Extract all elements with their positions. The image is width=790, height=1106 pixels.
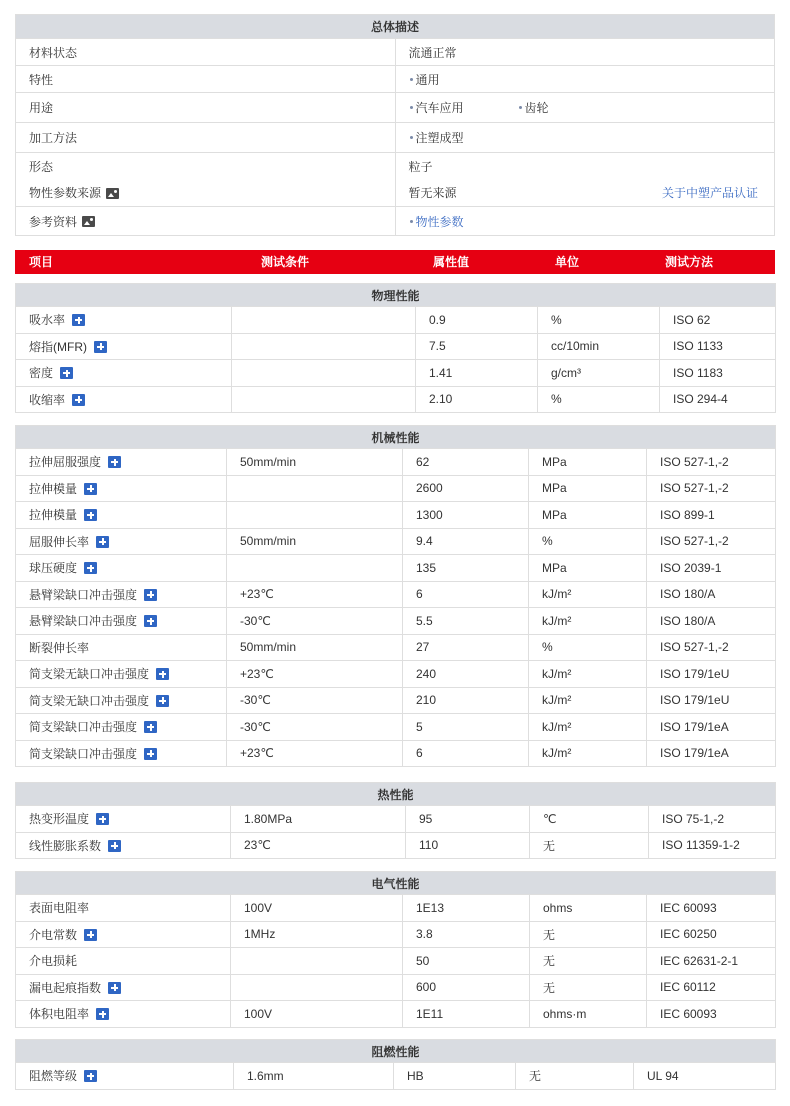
- table-row: [16, 581, 776, 608]
- property-name: 热变形温度: [29, 812, 90, 827]
- property-unit: %: [529, 528, 647, 555]
- property-value: 135: [403, 555, 529, 582]
- property-name: 悬臂梁缺口冲击强度: [29, 614, 138, 629]
- test-method: ISO 527-1,-2: [647, 528, 776, 555]
- property-name-cell: [16, 714, 227, 741]
- test-condition: [231, 948, 403, 975]
- table-row: [16, 528, 776, 555]
- property-value: 95: [406, 806, 530, 833]
- test-condition: +23℃: [227, 581, 403, 608]
- bullet-icon: [410, 136, 413, 139]
- physical-properties-table: [15, 283, 776, 413]
- test-condition: [227, 555, 403, 582]
- test-method: ISO 179/1eA: [647, 714, 776, 741]
- property-name-cell: [16, 333, 232, 360]
- property-unit: 无: [516, 1063, 634, 1090]
- property-name-cell: [16, 608, 227, 635]
- property-unit: kJ/m²: [529, 740, 647, 767]
- table-row: [16, 386, 776, 413]
- test-condition: [232, 360, 416, 387]
- bullet-icon: [519, 106, 522, 109]
- table-row: [16, 555, 776, 582]
- property-name-cell: [16, 1063, 234, 1090]
- test-method: IEC 60093: [647, 1001, 776, 1028]
- test-method: ISO 1133: [660, 333, 776, 360]
- test-condition: -30℃: [227, 714, 403, 741]
- property-unit: kJ/m²: [529, 714, 647, 741]
- table-row: [16, 806, 776, 833]
- property-name: 简支梁缺口冲击强度: [29, 746, 138, 761]
- source-label: 物性参数来源: [29, 186, 102, 201]
- bullet-icon: [410, 106, 413, 109]
- property-name-cell: [16, 360, 232, 387]
- table-row: [16, 333, 776, 360]
- test-condition: 50mm/min: [227, 528, 403, 555]
- property-value: 6: [403, 740, 529, 767]
- expand-plus-icon[interactable]: [84, 1070, 97, 1082]
- property-unit: %: [538, 307, 660, 334]
- property-unit: MPa: [529, 502, 647, 529]
- test-method: ISO 62: [660, 307, 776, 334]
- section-title: 物理性能: [16, 284, 776, 307]
- expand-plus-icon[interactable]: [108, 982, 121, 994]
- table-row: [16, 449, 776, 476]
- property-unit: kJ/m²: [529, 608, 647, 635]
- property-name-cell: [16, 502, 227, 529]
- property-value: 600: [403, 974, 530, 1001]
- property-name: 阻燃等级: [29, 1069, 78, 1084]
- property-value: 50: [403, 948, 530, 975]
- property-name-cell: [16, 806, 231, 833]
- certification-link[interactable]: 关于中塑产品认证: [661, 186, 758, 201]
- source-value: 暂无来源: [408, 186, 457, 201]
- property-name: 拉伸屈服强度: [29, 455, 102, 470]
- table-row: [16, 1063, 776, 1090]
- test-method: ISO 527-1,-2: [647, 475, 776, 502]
- uses-label: 用途: [16, 93, 396, 123]
- property-value: 62: [403, 449, 529, 476]
- property-name: 漏电起痕指数: [29, 980, 102, 995]
- expand-plus-icon[interactable]: [108, 456, 121, 468]
- property-value: 9.4: [403, 528, 529, 555]
- reference-value: [395, 207, 775, 236]
- test-condition: 50mm/min: [227, 449, 403, 476]
- processing-tag: 注塑成型: [409, 129, 464, 146]
- col-unit: 单位: [555, 255, 580, 269]
- property-name: 屈服伸长率: [29, 534, 90, 549]
- property-name-cell: [16, 555, 227, 582]
- col-value: 属性值: [433, 255, 470, 269]
- property-name: 收缩率: [29, 392, 66, 407]
- material-status-label: 材料状态: [16, 39, 396, 66]
- expand-plus-icon[interactable]: [108, 840, 121, 852]
- property-name-cell: [16, 740, 227, 767]
- use-tag: 齿轮: [518, 99, 549, 116]
- property-name-cell: [16, 475, 227, 502]
- test-condition: 50mm/min: [227, 634, 403, 661]
- table-row: [16, 687, 776, 714]
- uses-value: [395, 93, 775, 123]
- property-value: 1E11: [403, 1001, 530, 1028]
- property-value: 1300: [403, 502, 529, 529]
- property-name: 密度: [29, 366, 54, 381]
- test-condition: [232, 333, 416, 360]
- expand-plus-icon[interactable]: [84, 929, 97, 941]
- table-row: [16, 608, 776, 635]
- test-condition: [232, 307, 416, 334]
- table-row: [16, 1001, 776, 1028]
- property-unit: 无: [530, 921, 647, 948]
- test-condition: -30℃: [227, 687, 403, 714]
- property-value: 5: [403, 714, 529, 741]
- test-method: UL 94: [634, 1063, 776, 1090]
- test-method: ISO 179/1eA: [647, 740, 776, 767]
- property-name-cell: [16, 687, 227, 714]
- table-row: [16, 661, 776, 688]
- property-unit: g/cm³: [538, 360, 660, 387]
- form-value: 粒子: [395, 153, 775, 180]
- test-method: ISO 899-1: [647, 502, 776, 529]
- test-condition: [227, 475, 403, 502]
- test-condition: 1MHz: [231, 921, 403, 948]
- property-value: HB: [394, 1063, 516, 1090]
- property-unit: cc/10min: [538, 333, 660, 360]
- test-method: ISO 294-4: [660, 386, 776, 413]
- electrical-properties-table: [15, 871, 776, 1028]
- expand-plus-icon[interactable]: [144, 589, 157, 601]
- property-name: 简支梁无缺口冲击强度: [29, 667, 150, 682]
- property-name: 拉伸模量: [29, 508, 78, 523]
- property-name: 表面电阻率: [29, 901, 90, 916]
- property-unit: kJ/m²: [529, 581, 647, 608]
- table-row: [16, 832, 776, 859]
- test-condition: -30℃: [227, 608, 403, 635]
- property-name: 熔指(MFR): [29, 339, 87, 354]
- expand-plus-icon[interactable]: [156, 695, 169, 707]
- property-name-cell: [16, 581, 227, 608]
- test-condition: [227, 502, 403, 529]
- test-method: ISO 180/A: [647, 608, 776, 635]
- test-condition: 23℃: [231, 832, 406, 859]
- table-row: [16, 974, 776, 1001]
- col-condition: 测试条件: [261, 255, 310, 269]
- property-unit: kJ/m²: [529, 661, 647, 688]
- property-unit: 无: [530, 948, 647, 975]
- expand-plus-icon[interactable]: [84, 483, 97, 495]
- test-method: ISO 179/1eU: [647, 661, 776, 688]
- overview-table: [15, 14, 775, 236]
- use-tag: 汽车应用: [409, 99, 464, 116]
- property-name-cell: [16, 528, 227, 555]
- image-icon[interactable]: [82, 216, 95, 227]
- source-label-cell: [16, 180, 396, 207]
- section-title: 电气性能: [16, 872, 776, 895]
- property-unit: MPa: [529, 449, 647, 476]
- table-row: [16, 921, 776, 948]
- property-name: 介电损耗: [29, 954, 78, 969]
- table-row: [16, 714, 776, 741]
- section-title: 阻燃性能: [16, 1040, 776, 1063]
- feature-tag: 通用: [409, 71, 440, 88]
- table-row: [16, 634, 776, 661]
- table-row: [16, 307, 776, 334]
- features-value: [395, 66, 775, 93]
- test-condition: 100V: [231, 1001, 403, 1028]
- property-unit: MPa: [529, 555, 647, 582]
- processing-label: 加工方法: [16, 123, 396, 153]
- property-name: 断裂伸长率: [29, 640, 90, 655]
- table-row: [16, 948, 776, 975]
- expand-plus-icon[interactable]: [60, 367, 73, 379]
- expand-plus-icon[interactable]: [84, 562, 97, 574]
- material-status-value: 流通正常: [395, 39, 775, 66]
- property-value: 110: [406, 832, 530, 859]
- table-row: [16, 360, 776, 387]
- property-unit: ℃: [530, 806, 649, 833]
- property-value: 240: [403, 661, 529, 688]
- test-condition: 1.6mm: [234, 1063, 394, 1090]
- col-method: 测试方法: [665, 255, 714, 269]
- property-value: 7.5: [416, 333, 538, 360]
- property-value: 5.5: [403, 608, 529, 635]
- section-title: 机械性能: [16, 426, 776, 449]
- expand-plus-icon[interactable]: [144, 748, 157, 760]
- bullet-icon: [410, 78, 413, 81]
- table-row: [16, 502, 776, 529]
- test-method: IEC 62631-2-1: [647, 948, 776, 975]
- expand-plus-icon[interactable]: [96, 536, 109, 548]
- property-name-cell: [16, 634, 227, 661]
- test-method: ISO 179/1eU: [647, 687, 776, 714]
- test-condition: 100V: [231, 895, 403, 922]
- property-value: 6: [403, 581, 529, 608]
- property-name-cell: [16, 1001, 231, 1028]
- property-value: 210: [403, 687, 529, 714]
- property-name-cell: [16, 661, 227, 688]
- test-method: ISO 2039-1: [647, 555, 776, 582]
- flammability-properties-table: [15, 1039, 776, 1090]
- property-name-cell: [16, 449, 227, 476]
- expand-plus-icon[interactable]: [144, 615, 157, 627]
- image-icon[interactable]: [106, 188, 119, 199]
- property-name-cell: [16, 386, 232, 413]
- bullet-icon: [410, 220, 413, 223]
- property-name: 简支梁缺口冲击强度: [29, 720, 138, 735]
- property-unit: 无: [530, 974, 647, 1001]
- test-method: IEC 60250: [647, 921, 776, 948]
- test-condition: +23℃: [227, 661, 403, 688]
- test-condition: [231, 974, 403, 1001]
- property-name: 介电常数: [29, 927, 78, 942]
- section-title: 热性能: [16, 783, 776, 806]
- property-name-cell: [16, 974, 231, 1001]
- property-name: 吸水率: [29, 313, 66, 328]
- overview-title: 总体描述: [16, 15, 775, 39]
- expand-plus-icon[interactable]: [72, 314, 85, 326]
- form-label: 形态: [16, 153, 396, 180]
- expand-plus-icon[interactable]: [72, 394, 85, 406]
- property-unit: kJ/m²: [529, 687, 647, 714]
- property-name-cell: [16, 895, 231, 922]
- property-name: 简支梁无缺口冲击强度: [29, 693, 150, 708]
- property-value: 0.9: [416, 307, 538, 334]
- column-header-bar: [15, 250, 775, 274]
- property-unit: ohms·m: [530, 1001, 647, 1028]
- reference-label-cell: [16, 207, 396, 236]
- property-name-cell: [16, 948, 231, 975]
- expand-plus-icon[interactable]: [84, 509, 97, 521]
- property-unit: MPa: [529, 475, 647, 502]
- test-method: ISO 11359-1-2: [649, 832, 776, 859]
- property-value: 1.41: [416, 360, 538, 387]
- property-value: 3.8: [403, 921, 530, 948]
- property-value: 27: [403, 634, 529, 661]
- property-unit: %: [538, 386, 660, 413]
- expand-plus-icon[interactable]: [96, 813, 109, 825]
- features-label: 特性: [16, 66, 396, 93]
- test-condition: [232, 386, 416, 413]
- processing-value: [395, 123, 775, 153]
- property-name-cell: [16, 921, 231, 948]
- property-unit: ohms: [530, 895, 647, 922]
- test-method: ISO 527-1,-2: [647, 449, 776, 476]
- col-item: 项目: [29, 255, 54, 269]
- test-method: ISO 180/A: [647, 581, 776, 608]
- property-unit: %: [529, 634, 647, 661]
- expand-plus-icon[interactable]: [156, 668, 169, 680]
- test-method: ISO 1183: [660, 360, 776, 387]
- test-method: IEC 60112: [647, 974, 776, 1001]
- property-name: 体积电阻率: [29, 1007, 90, 1022]
- mechanical-properties-table: [15, 425, 776, 767]
- expand-plus-icon[interactable]: [94, 341, 107, 353]
- property-params-link[interactable]: 物性参数: [415, 214, 464, 229]
- test-condition: 1.80MPa: [231, 806, 406, 833]
- property-name: 球压硬度: [29, 561, 78, 576]
- test-method: IEC 60093: [647, 895, 776, 922]
- test-condition: +23℃: [227, 740, 403, 767]
- property-name: 拉伸模量: [29, 481, 78, 496]
- table-row: [16, 475, 776, 502]
- property-name: 线性膨胀系数: [29, 838, 102, 853]
- test-method: ISO 75-1,-2: [649, 806, 776, 833]
- table-row: [16, 895, 776, 922]
- property-value: 2.10: [416, 386, 538, 413]
- source-value-cell: [395, 180, 775, 207]
- property-value: 2600: [403, 475, 529, 502]
- table-row: [16, 740, 776, 767]
- property-name-cell: [16, 307, 232, 334]
- property-name: 悬臂梁缺口冲击强度: [29, 587, 138, 602]
- test-method: ISO 527-1,-2: [647, 634, 776, 661]
- property-value: 1E13: [403, 895, 530, 922]
- expand-plus-icon[interactable]: [144, 721, 157, 733]
- reference-label: 参考资料: [29, 214, 78, 229]
- property-name-cell: [16, 832, 231, 859]
- expand-plus-icon[interactable]: [96, 1008, 109, 1020]
- thermal-properties-table: [15, 782, 776, 859]
- property-unit: 无: [530, 832, 649, 859]
